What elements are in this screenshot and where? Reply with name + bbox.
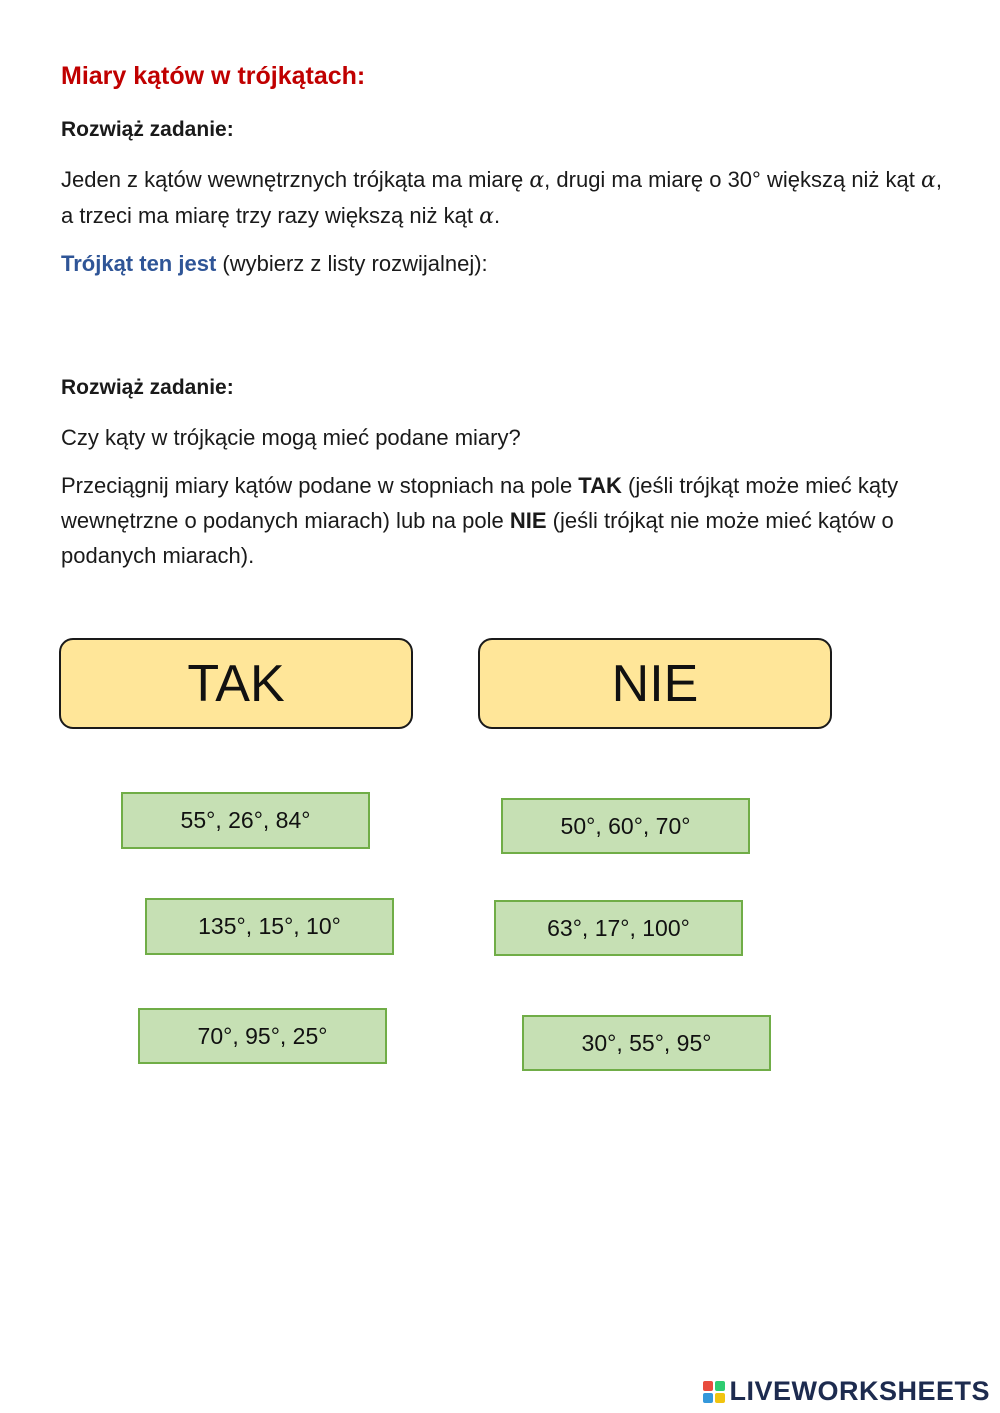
liveworksheets-logo: [703, 1376, 990, 1407]
task2-question: Czy kąty w trójkącie mogą mieć podane miary?: [61, 425, 521, 450]
logo-text: LIVEWORKSHEETS: [729, 1376, 990, 1406]
draggable-chip[interactable]: 30°, 55°, 95°: [522, 1015, 771, 1071]
task1-label: Rozwiąż zadanie:: [61, 118, 234, 141]
draggable-chip[interactable]: 135°, 15°, 10°: [145, 898, 394, 955]
task1-prompt-highlight: Trójkąt ten jest: [61, 251, 217, 276]
logo-icon: [703, 1381, 725, 1403]
tak-drop-zone[interactable]: TAK: [59, 638, 413, 729]
nie-drop-zone[interactable]: NIE: [478, 638, 832, 729]
task2-label: Rozwiąż zadanie:: [61, 376, 234, 399]
task1-prompt: Trójkąt ten jest (wybierz z listy rozwijalnej):: [61, 251, 488, 276]
task1-text: Jeden z kątów wewnętrznych trójkąta ma miarę α, drugi ma miarę o 30° większą niż kąt α, a trzeci ma miarę trzy razy większą niż kąt α.: [61, 167, 942, 229]
page-title: Miary kątów w trójkątach:: [61, 62, 366, 90]
draggable-chip[interactable]: 63°, 17°, 100°: [494, 900, 743, 956]
draggable-chip[interactable]: 55°, 26°, 84°: [121, 792, 370, 849]
draggable-chip[interactable]: 50°, 60°, 70°: [501, 798, 750, 854]
draggable-chip[interactable]: 70°, 95°, 25°: [138, 1008, 387, 1064]
task2-instructions: Przeciągnij miary kątów podane w stopniach na pole TAK (jeśli trójkąt może mieć kąty wewnętrzne o podanych miarach) lub na pole NIE (jeśli trójkąt nie może mieć kątów o podanych miarach).: [61, 473, 899, 568]
